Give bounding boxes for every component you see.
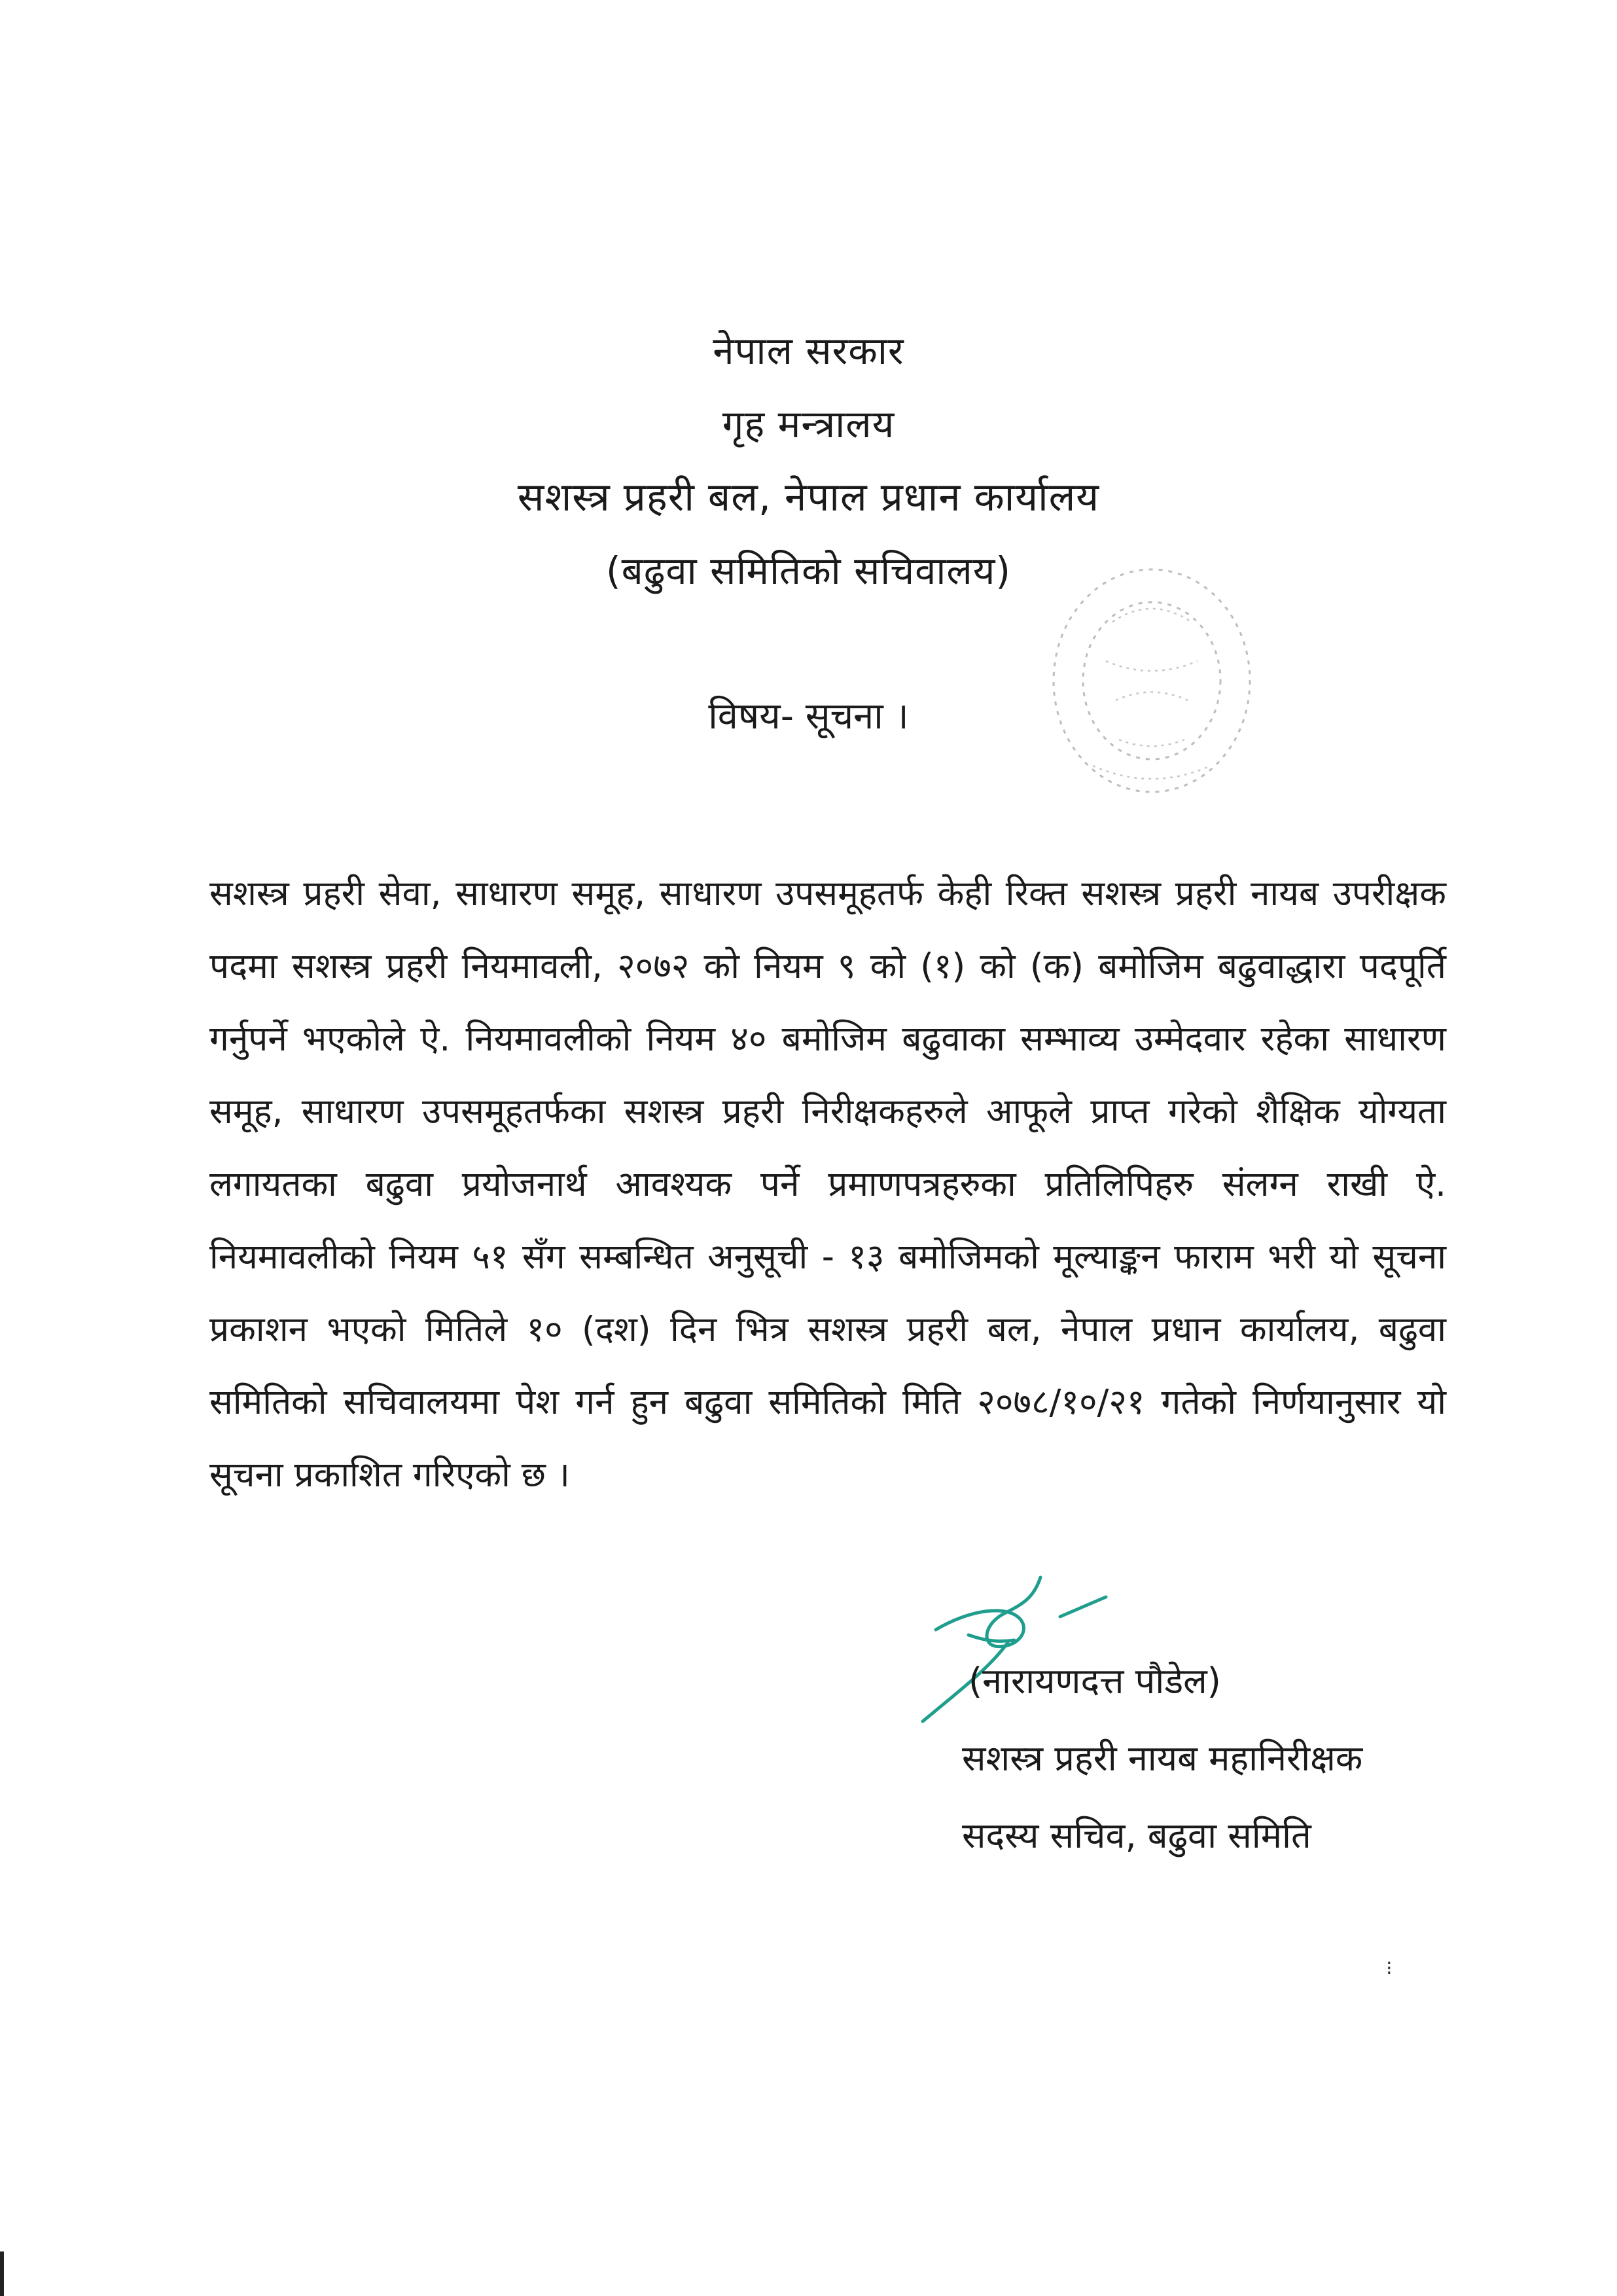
notice-subject: विषय- सूचना । [708, 695, 909, 738]
office-name: सशस्त्र प्रहरी बल, नेपाल प्रधान कार्यालय [517, 475, 1100, 520]
notice-body: सशस्त्र प्रहरी सेवा, साधारण समूह, साधारण उपसमूहतर्फ केही रिक्त सशस्त्र प्रहरी नायब उपरीक्षक पदमा सशस्त्र प्रहरी नियमावली, २०७२ को नियम ९ को (१) को (क) बमोजिम बढुवाद्धारा पदपूर्ति गर्नुपर्ने भएकोले ऐ. नियमावलीको नियम ४० बमोजिम बढुवाका सम्भाव्य उम्मेदवार रहेका साधारण समूह, साधारण उपसमूहतर्फका सशस्त्र प्रहरी निरीक्षकहरुले आफूले प्राप्त गरेको शैक्षिक योग्यता लगायतका बढुवा प्रयोजनार्थ आवश्यक पर्ने प्रमाणपत्रहरुका प्रतिलिपिहरु संलग्न राखी ऐ. नियमावलीको नियम ५१ सँग सम्बन्धित अनुसूची - १३ बमोजिमको मूल्याङ्कन फाराम भरी यो सूचना प्रकाशन भएको मितिले १० (दश) दिन भित्र सशस्त्र प्रहरी बल, नेपाल प्रधान कार्यालय, बढुवा समितिको सचिवालयमा पेश गर्न हुन बढुवा समितिको मिति २०७८/१०/२१ गतेको निर्णयानुसार यो सूचना प्रकाशित गरिएको छ । [209, 874, 1446, 1495]
signatory-designation: सशस्त्र प्रहरी नायब महानिरीक्षक [962, 1738, 1363, 1779]
ministry-name: गृह मन्त्रालय [722, 402, 895, 446]
scan-edge-mark [0, 2251, 4, 2296]
secretariat-name: (बढुवा समितिको सचिवालय) [605, 548, 1012, 593]
government-name: नेपाल सरकार [713, 329, 904, 373]
scan-speck: ⁝ [1386, 1957, 1393, 1980]
letterhead [0, 314, 1617, 607]
signature-block [962, 1643, 1362, 1874]
signatory-role: सदस्य सचिव, बढुवा समिति [962, 1815, 1311, 1856]
signatory-name: (नारायणदत्त पौडेल) [968, 1660, 1221, 1702]
